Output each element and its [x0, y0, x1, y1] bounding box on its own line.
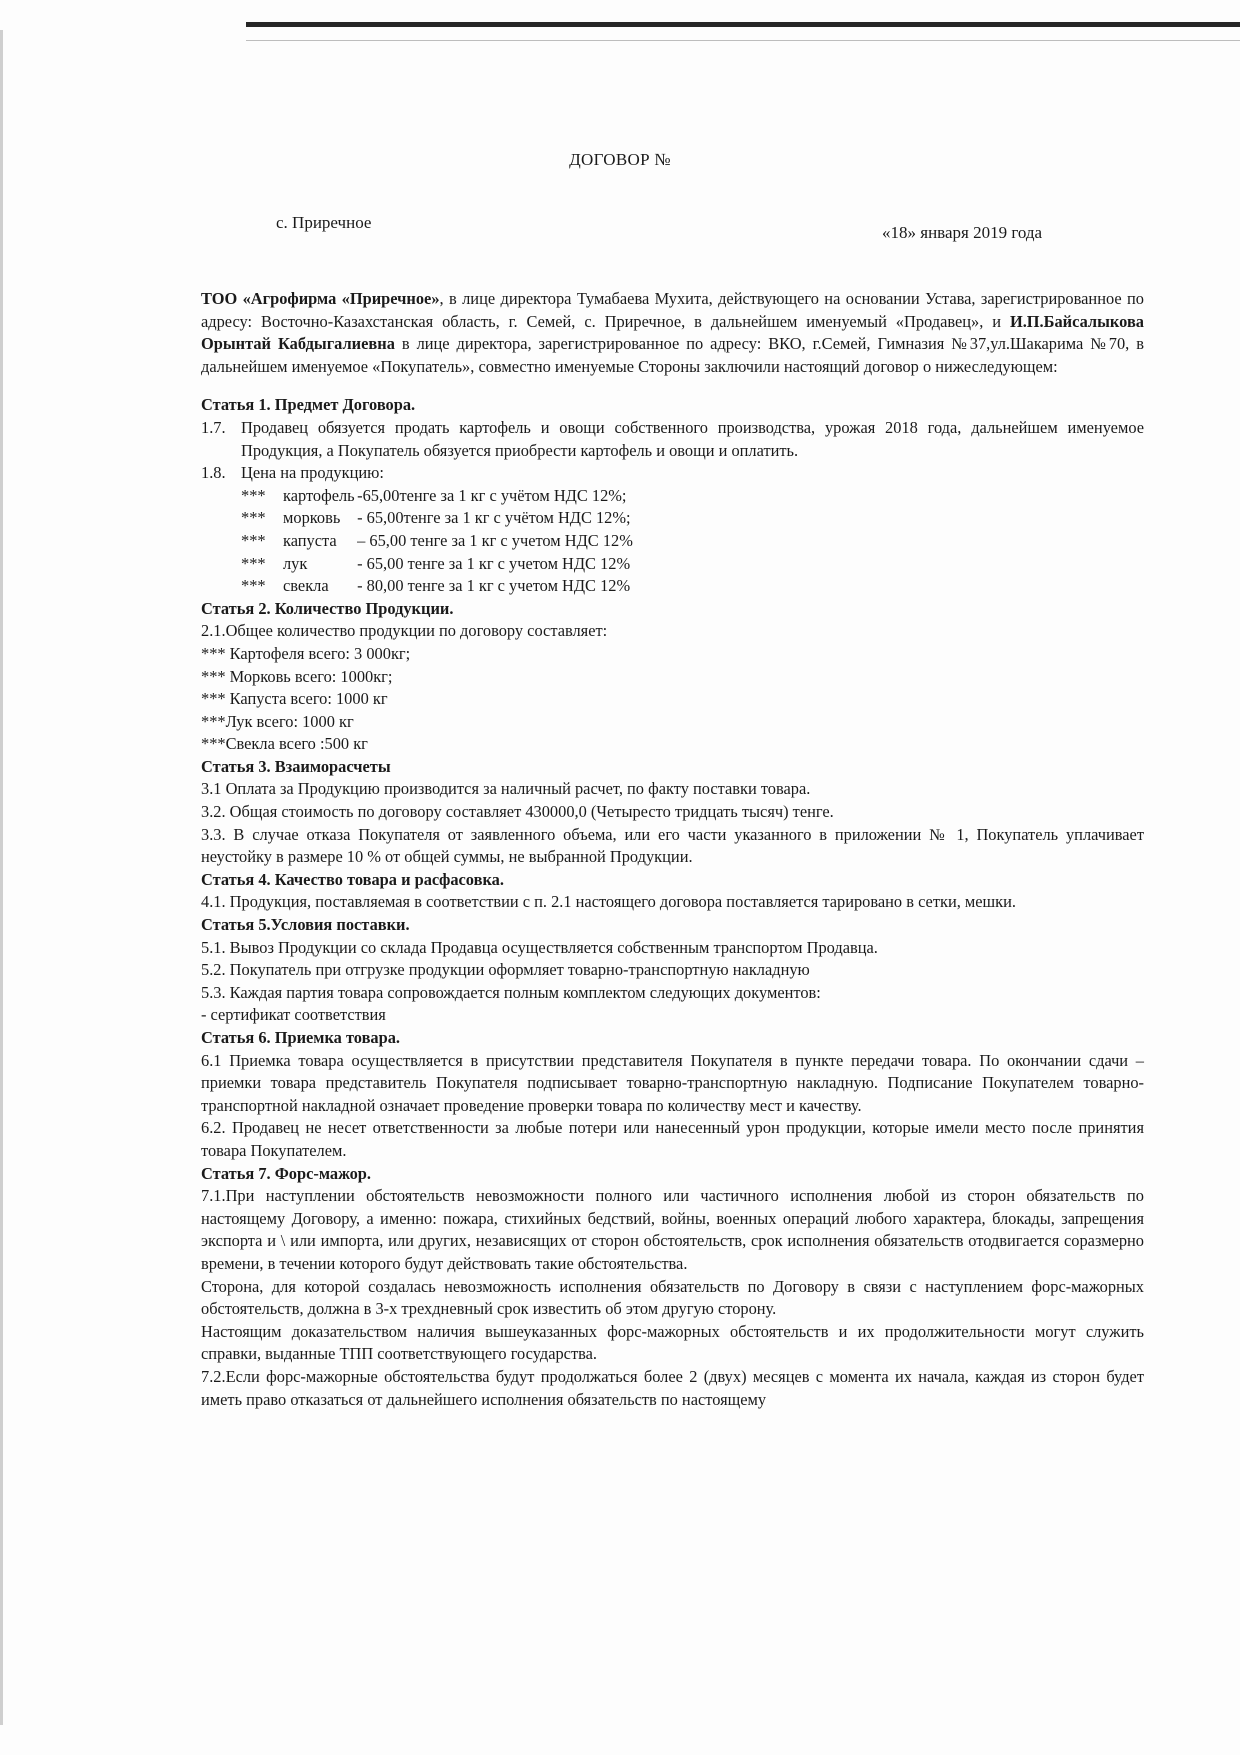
product-name: лук: [283, 553, 308, 573]
quantity-item: *** Морковь всего: 1000кг;: [201, 666, 393, 686]
clause-6-2: 6.2. Продавец не несет ответственности за любые потери или нанесенный урон продукции, которые имели место после принятия товара Покупателем.: [201, 1118, 1144, 1160]
clause-3-1: 3.1 Оплата за Продукцию производится за наличный расчет, по факту поставки товара.: [201, 779, 811, 799]
product-price: - 65,00 тенге за 1 кг с учетом НДС 12%: [357, 553, 631, 573]
section-2-heading: Статья 2. Количество Продукции.: [201, 598, 454, 618]
clause-6-1: 6.1 Приемка товара осуществляется в присутствии представителя Покупателя в пункте передачи товара. По окончании сдачи – приемки товара представитель Покупателя подписывает товарно-транспортную накладную. Подписание Покупателем товарно-транспортной накладной означает проведение проверки товара по количеству мест и качеству.: [201, 1050, 1144, 1115]
price-row: *** морковь - 65,00тенге за 1 кг с учётом НДС 12%;: [241, 507, 1144, 530]
section-3-heading: Статья 3. Взаиморасчеты: [201, 756, 391, 776]
product-price: -65,00тенге за 1 кг с учётом НДС 12%;: [357, 485, 627, 505]
clause-text: Продавец обязуется продать картофель и овощи собственного производства, урожая 2018 года, дальнейшем именуемое Продукция, а Покупатель обязуется приобрести картофель и овощи и оплатить.: [241, 417, 1144, 460]
price-row: *** свекла - 80,00 тенге за 1 кг с учетом НДС 12%: [241, 575, 1144, 598]
clause-1-8: [201, 462, 1144, 485]
price-row: *** капуста – 65,00 тенге за 1 кг с учетом НДС 12%: [241, 530, 1144, 553]
clause-5-3-item: - сертификат соответствия: [201, 1005, 386, 1025]
price-row: *** лук - 65,00 тенге за 1 кг с учетом НДС 12%: [241, 553, 1144, 576]
product-price: - 65,00тенге за 1 кг с учётом НДС 12%;: [357, 508, 631, 528]
section-1-heading: Статья 1. Предмет Договора.: [201, 395, 416, 415]
clause-text: Цена на продукцию:: [241, 463, 384, 483]
quantity-item: ***Свекла всего :500 кг: [201, 734, 368, 754]
clause-7-1-notice: Сторона, для которой создалась невозможность исполнения обязательств по Договору в связи с наступлением форс-мажорных обстоятельств, должна в 3-х трехдневный срок известить об этом другую сторону.: [201, 1276, 1144, 1319]
product-name: морковь: [283, 508, 341, 528]
document-title: ДОГОВОР №: [569, 150, 671, 169]
document-date: «18» января 2019 года: [882, 223, 1043, 242]
clause-4-1: 4.1. Продукция, поставляемая в соответствии с п. 2.1 настоящего договора поставляется тарировано в сетки, мешки.: [201, 892, 1017, 912]
intro-paragraph: [201, 288, 1144, 378]
scan-top-line: [246, 40, 1240, 41]
product-price: – 65,00 тенге за 1 кг с учетом НДС 12%: [357, 530, 633, 550]
section-7-heading: Статья 7. Форс-мажор.: [201, 1163, 371, 1183]
document-body: [201, 288, 1144, 1411]
clause-1-7: [201, 417, 1144, 462]
quantity-item: ***Лук всего: 1000 кг: [201, 711, 354, 731]
buyer-name: И.П.Байсалыкова Орынтай Кабдыгалиевна: [201, 311, 1144, 354]
clause-2-1: 2.1.Общее количество продукции по договору составляет:: [201, 621, 608, 641]
product-name: картофель: [283, 485, 355, 505]
intro-part2: в лице директора, зарегистрированное по адресу: ВКО, г.Семей, Гимназия №37,ул.Шакарима №70, в дальнейшем именуемое «Покупатель», совместно именуемые Стороны заключили настоящий договор о нижеследующем:: [201, 334, 1144, 376]
quantity-item: *** Картофеля всего: 3 000кг;: [201, 643, 411, 663]
section-4-heading: Статья 4. Качество товара и расфасовка.: [201, 869, 504, 889]
quantity-item: *** Капуста всего: 1000 кг: [201, 689, 388, 709]
price-row: *** картофель -65,00тенге за 1 кг с учётом НДС 12%;: [241, 485, 1144, 508]
clause-3-2: 3.2. Общая стоимость по договору составляет 430000,0 (Четыресто тридцать тысяч) тенге.: [201, 802, 834, 822]
clause-7-2: 7.2.Если форс-мажорные обстоятельства будут продолжаться более 2 (двух) месяцев с момента их начала, каждая из сторон будет иметь право отказаться от дальнейшего исполнения обязательств по настоящему: [201, 1366, 1144, 1409]
clause-3-3: 3.3. В случае отказа Покупателя от заявленного объема, или его части указанного в приложении № 1, Покупатель уплачивает неустойку в размере 10 % от общей суммы, не выбранной Продукции.: [201, 824, 1144, 867]
clause-5-2: 5.2. Покупатель при отгрузке продукции оформляет товарно-транспортную накладную: [201, 960, 810, 980]
intro-part1: , в лице директора Тумабаева Мухита, действующего на основании Устава, зарегистрированное по адресу: Восточно-Казахстанская область, г. Семей, с. Приречное, в дальнейшем именуемый «Продавец», и: [201, 289, 1144, 331]
scan-edge-left: [0, 30, 3, 1725]
seller-name: ТОО «Агрофирма «Приречное»: [201, 289, 440, 308]
product-name: свекла: [283, 576, 329, 596]
clause-5-1: 5.1. Вывоз Продукции со склада Продавца осуществляется собственным транспортом Продавца.: [201, 937, 878, 957]
document-place: с. Приречное: [276, 213, 372, 232]
section-5-heading: Статья 5.Условия поставки.: [201, 915, 410, 935]
clause-7-1: 7.1.При наступлении обстоятельств невозможности полного или частичного исполнения любой из сторон обязательств по настоящему Договору, а именно: пожара, стихийных бедствий, войны, военных операций любого характера, блокады, запрещения экспорта и \ или импорта, или других, независящих от сторон обстоятельств, срок исполнения обязательств отодвигается соразмерно времени, в течении которого будут действовать такие обстоятельства.: [201, 1186, 1144, 1273]
clause-number: 1.8.: [201, 463, 226, 483]
product-name: капуста: [283, 530, 337, 550]
clause-7-1-proof: Настоящим доказательством наличия вышеуказанных форс-мажорных обстоятельств и их продолжительности могут служить справки, выданные ТПП соответствующего государства.: [201, 1321, 1144, 1364]
clause-number: 1.7.: [201, 417, 226, 437]
section-6-heading: Статья 6. Приемка товара.: [201, 1028, 401, 1047]
product-price: - 80,00 тенге за 1 кг с учетом НДС 12%: [357, 576, 631, 596]
scan-top-bar: [246, 22, 1240, 27]
clause-5-3: 5.3. Каждая партия товара сопровождается полным комплектом следующих документов:: [201, 982, 821, 1002]
